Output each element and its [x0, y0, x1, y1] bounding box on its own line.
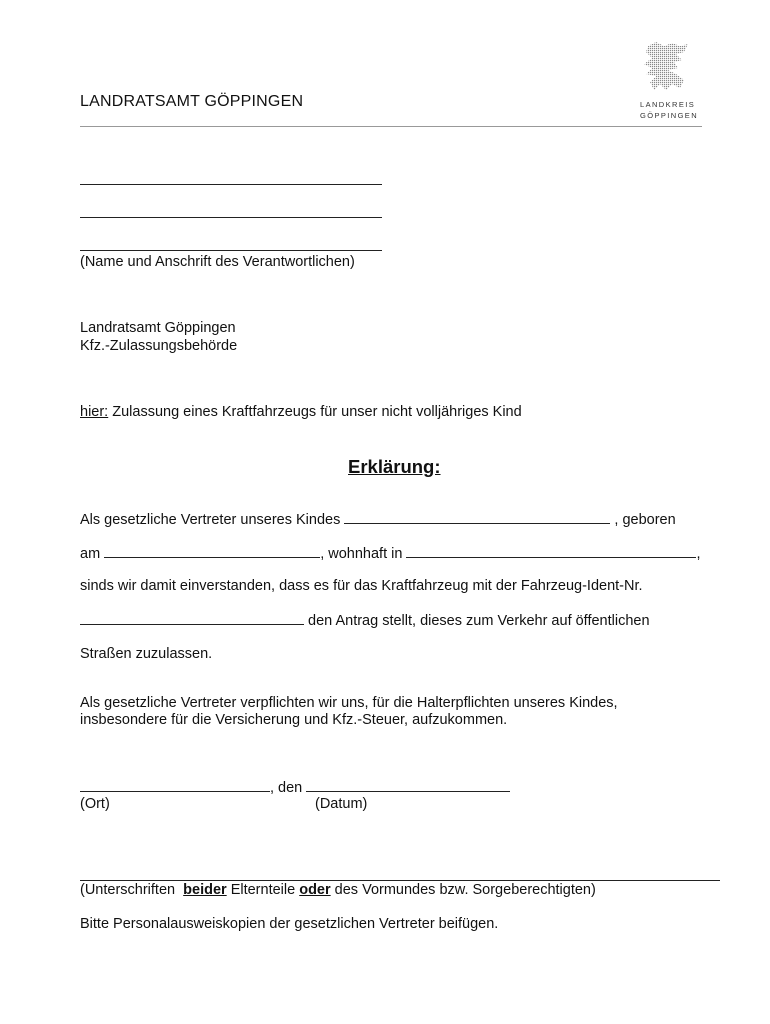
body-l4: den Antrag stellt, dieses zum Verkehr auf öffentlichen [308, 613, 650, 629]
birth-date-field[interactable] [104, 545, 320, 558]
signature-caption [80, 882, 596, 898]
sig-part1: (Unterschriften [80, 882, 184, 898]
child-name-field[interactable] [344, 511, 610, 524]
subject-text: Zulassung eines Kraftfahrzeugs für unser nicht volljähriges Kind [108, 404, 522, 420]
body-l1b: , geboren [614, 512, 676, 528]
place-date-line [80, 779, 510, 796]
sender-city-line[interactable] [80, 250, 382, 251]
sig-part2: Elternteile [226, 882, 300, 898]
place-field[interactable] [80, 779, 270, 792]
sig-part3: des Vormundes bzw. Sorgeberechtigten) [330, 882, 596, 898]
den-text: , den [270, 780, 303, 796]
place-caption: (Ort) [80, 796, 110, 812]
residence-field[interactable] [406, 545, 696, 558]
obligation-line2: insbesondere für die Versicherung und Kfz.-Steuer, aufzukommen. [80, 712, 508, 728]
footer-note: Bitte Personalausweiskopien der gesetzlichen Vertreter beifügen. [80, 916, 499, 932]
date-caption: (Datum) [315, 796, 368, 812]
heraldic-lion-logo-icon [638, 40, 698, 95]
body-line1 [80, 511, 676, 528]
subject-line [80, 404, 522, 420]
vehicle-ident-field[interactable] [80, 612, 304, 625]
obligation-line1: Als gesetzliche Vertreter verpflichten wir uns, für die Halterpflichten unseres Kindes, [80, 695, 618, 711]
body-l2b: , wohnhaft in [320, 546, 403, 562]
recipient-line1: Landratsamt Göppingen [80, 320, 236, 336]
sender-street-line[interactable] [80, 217, 382, 218]
body-line4 [80, 612, 650, 629]
body-l2a: am [80, 546, 101, 562]
body-line3: sinds wir damit einverstanden, dass es für das Kraftfahrzeug mit der Fahrzeug-Ident-Nr. [80, 578, 643, 594]
logo-text-line1: LANDKREIS [640, 100, 696, 109]
recipient-line2: Kfz.-Zulassungsbehörde [80, 338, 238, 354]
body-line5: Straßen zuzulassen. [80, 646, 213, 662]
declaration-heading: Erklärung: [348, 456, 441, 477]
sig-oder: oder [299, 882, 331, 898]
sender-name-line[interactable] [80, 184, 382, 185]
sender-caption: (Name und Anschrift des Verantwortlichen) [80, 254, 355, 270]
header-divider [80, 126, 702, 127]
sig-beider: beider [183, 882, 227, 898]
header-title: LANDRATSAMT GÖPPINGEN [80, 93, 304, 110]
body-l1a: Als gesetzliche Vertreter unseres Kindes [80, 512, 341, 528]
signature-line[interactable] [80, 880, 720, 881]
date-field[interactable] [306, 779, 510, 792]
body-l2c: , [696, 546, 701, 562]
subject-label: hier: [80, 404, 109, 420]
logo-text-line2: GÖPPINGEN [640, 111, 699, 120]
body-line2 [80, 545, 700, 562]
